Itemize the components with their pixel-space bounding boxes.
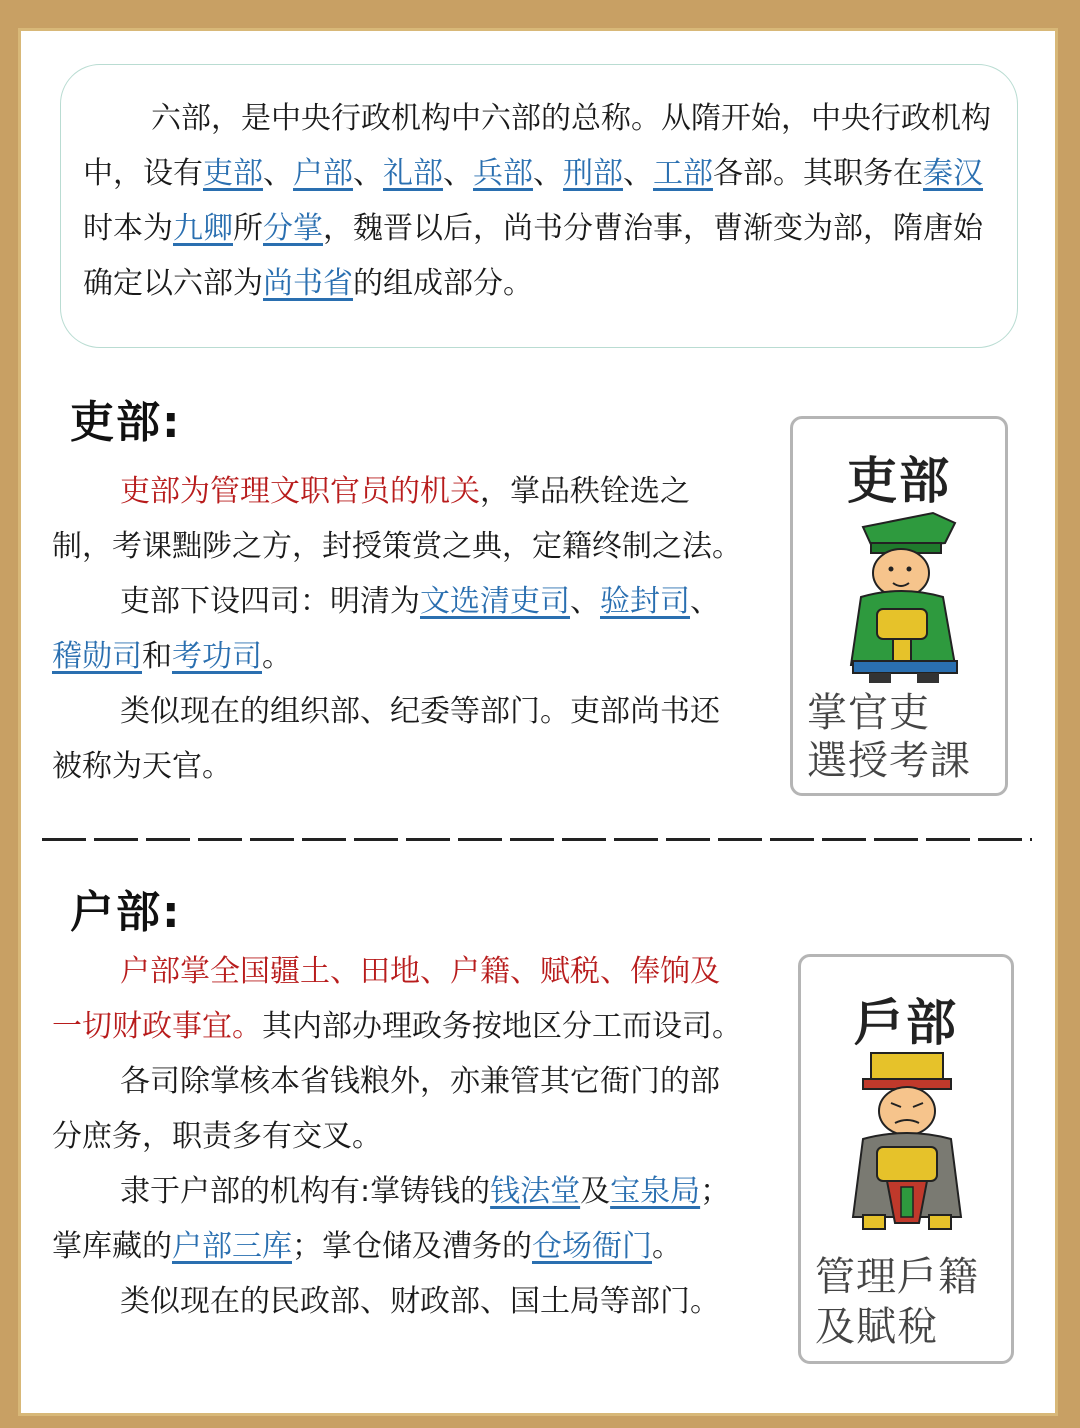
intro-line-2: 中，设有吏部、户部、礼部、兵部、刑部、工部各部。其职务在秦汉	[83, 156, 983, 191]
link-jixun[interactable]: 稽勋司	[52, 639, 142, 674]
libu-paragraph-3: 类似现在的组织部、纪委等部门。吏部尚书还被称为天官。	[52, 694, 720, 784]
libu-card-caption-2: 選授考課	[807, 738, 971, 784]
hubu-card-caption-2: 及賦稅	[815, 1304, 938, 1350]
hubu-card	[798, 954, 1014, 1364]
link-xingbu[interactable]: 刑部	[563, 156, 623, 191]
link-libu[interactable]: 吏部	[203, 156, 263, 191]
libu-text	[52, 464, 742, 794]
link-wenxuan[interactable]: 文选清吏司	[420, 584, 570, 619]
link-jiuqing[interactable]: 九卿	[173, 211, 233, 246]
hubu-heading: 户部:	[70, 887, 182, 938]
libu-heading: 吏部:	[70, 397, 182, 448]
libu-paragraph-2: 吏部下设四司：明清为文选清吏司、验封司、稽勋司和考功司。	[52, 584, 720, 674]
link-cangchang[interactable]: 仓场衙门	[532, 1229, 652, 1264]
hubu-paragraph-2: 各司除掌核本省钱粮外，亦兼管其它衙门的部分庶务，职责多有交叉。	[52, 1064, 720, 1154]
libu-card-caption-1: 掌官吏	[807, 690, 930, 736]
link-hubu[interactable]: 户部	[293, 156, 353, 191]
link-shangshusheng[interactable]: 尚书省	[263, 266, 353, 301]
link-fenzhang[interactable]: 分掌	[263, 211, 323, 246]
link-qianfatang[interactable]: 钱法堂	[490, 1174, 581, 1209]
hubu-card-caption-1: 管理戶籍	[815, 1254, 979, 1300]
section-divider	[42, 838, 1032, 841]
hubu-text	[52, 944, 742, 1329]
libu-official-illustration	[833, 505, 973, 685]
libu-card	[790, 416, 1008, 796]
link-lib[interactable]: 礼部	[383, 156, 443, 191]
link-yanfeng[interactable]: 验封司	[600, 584, 690, 619]
link-kaogong[interactable]: 考功司	[172, 639, 262, 674]
hubu-paragraph-3: 隶于户部的机构有:掌铸钱的钱法堂及宝泉局；掌库藏的户部三库；掌仓储及漕务的仓场衙门。	[52, 1174, 731, 1264]
link-hubusanku[interactable]: 户部三库	[172, 1229, 292, 1264]
hubu-paragraph-1: 户部掌全国疆土、田地、户籍、赋税、俸饷及一切财政事宜。其内部办理政务按地区分工而设司。	[52, 954, 742, 1044]
hubu-paragraph-4: 类似现在的民政部、财政部、国土局等部门。	[120, 1284, 720, 1319]
link-baoquanju[interactable]: 宝泉局	[610, 1174, 701, 1209]
intro-line-1: 六部，是中央行政机构中六部的总称。从隋开始，中央行政机构	[151, 101, 991, 136]
libu-paragraph-1: 吏部为管理文职官员的机关，掌品秩铨选之制，考课黜陟之方，封授策赏之典，定籍终制之法。	[52, 474, 742, 564]
link-bingbu[interactable]: 兵部	[473, 156, 533, 191]
intro-line-3: 时本为九卿所分掌，魏晋以后，尚书分曹治事，曹渐变为部，隋唐始	[83, 211, 983, 246]
hubu-card-title: 戶部	[854, 994, 958, 1052]
intro-box	[60, 64, 1018, 348]
intro-line-4: 确定以六部为尚书省的组成部分。	[83, 266, 533, 301]
hubu-official-illustration	[837, 1047, 977, 1237]
link-gongbu[interactable]: 工部	[653, 156, 713, 191]
link-qinhan[interactable]: 秦汉	[923, 156, 983, 191]
libu-card-title: 吏部	[847, 452, 951, 510]
